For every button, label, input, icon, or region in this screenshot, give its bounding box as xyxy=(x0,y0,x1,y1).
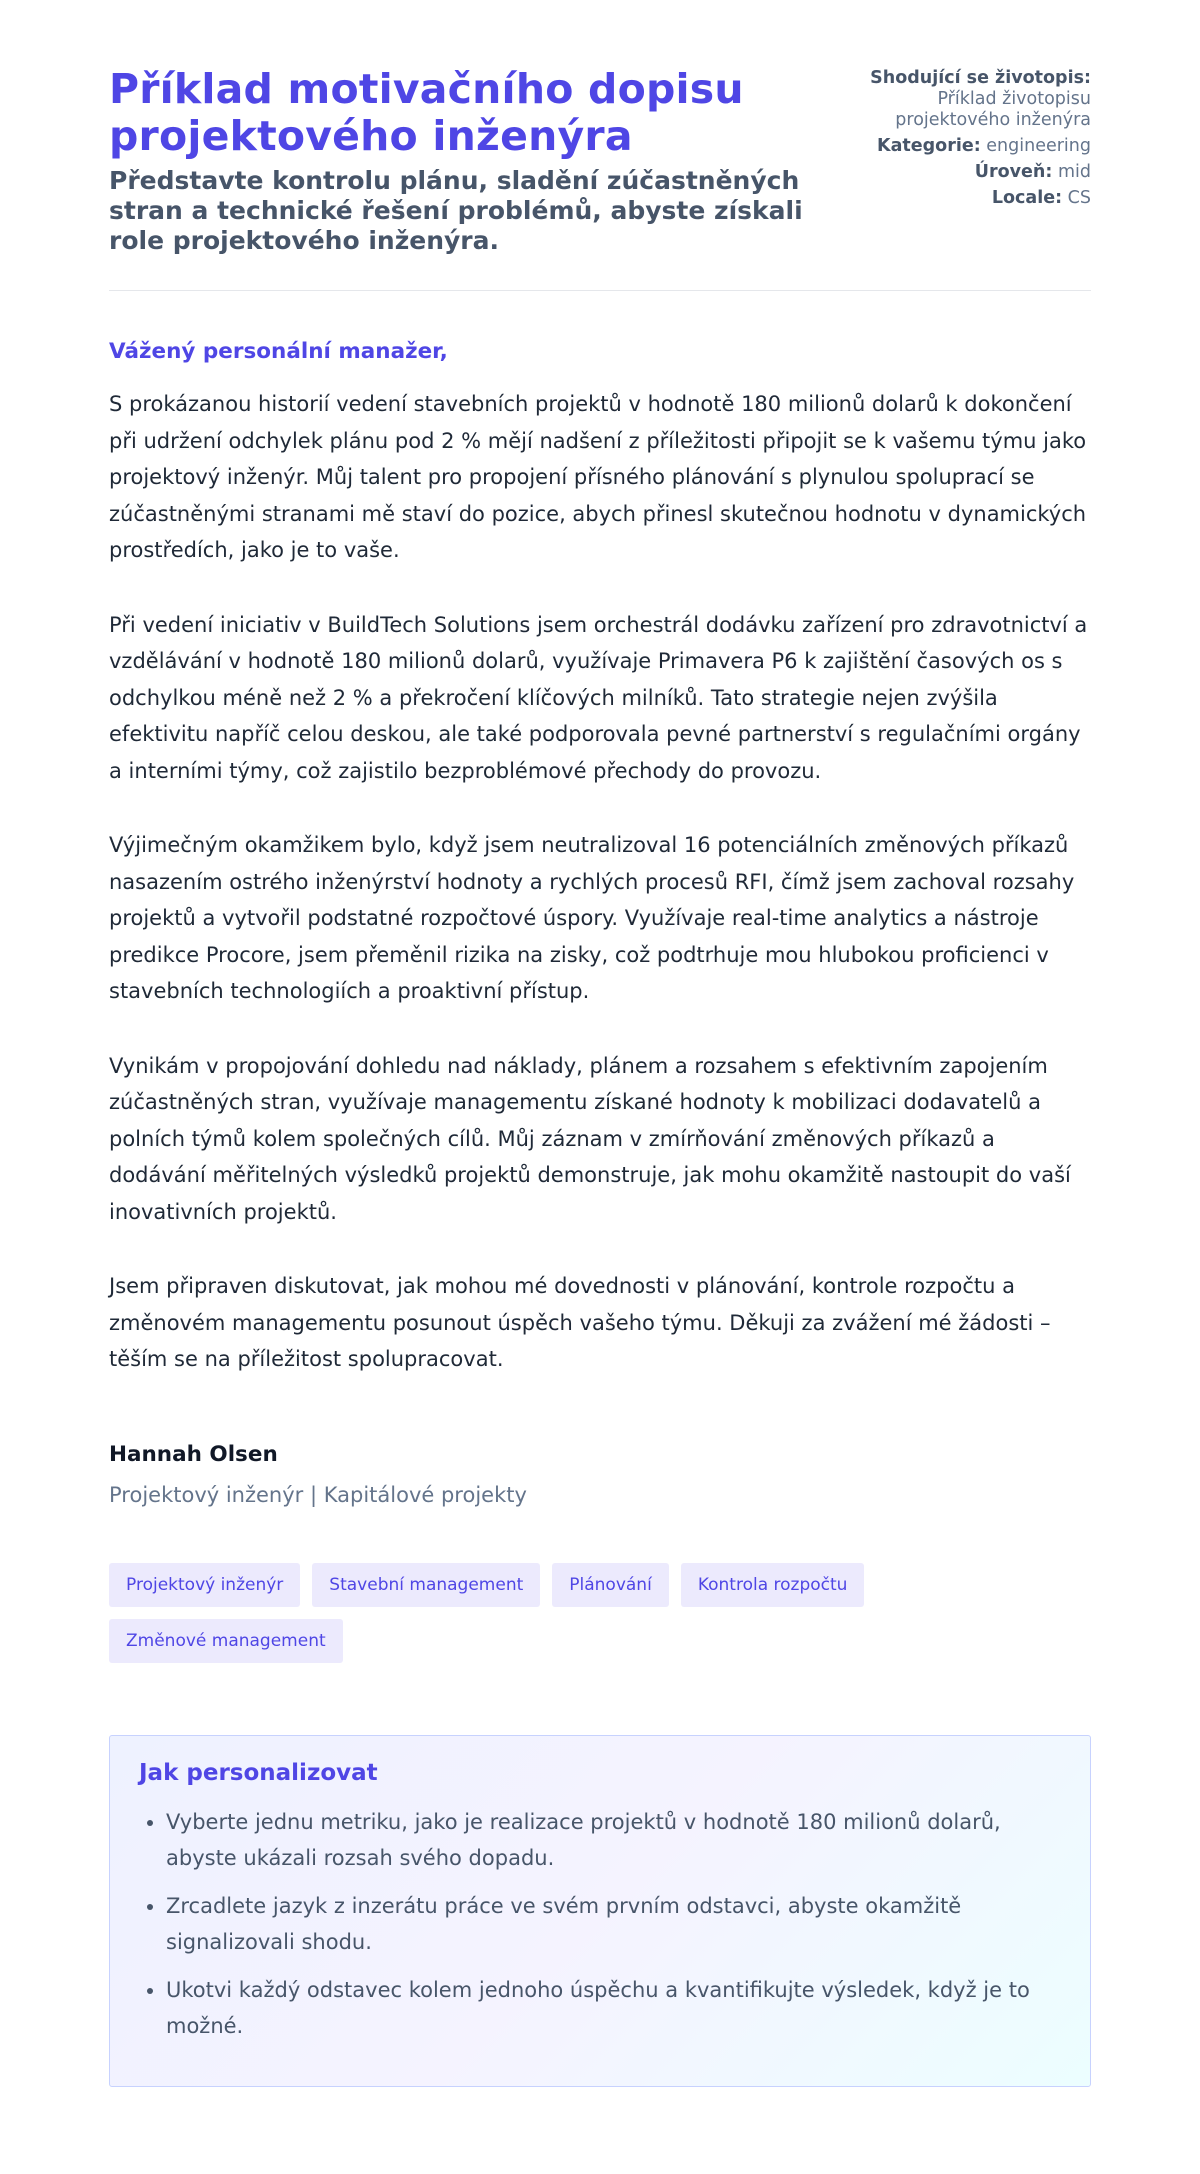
meta-locale-label: Locale: xyxy=(991,188,1063,208)
meta-resume-link[interactable]: Příklad životopisu projektového inženýra xyxy=(895,89,1091,130)
meta-level xyxy=(833,162,1091,183)
personalize-box xyxy=(109,1735,1091,2087)
meta-panel xyxy=(833,66,1091,214)
signature-role: Projektový inženýr | Kapitálové projekty xyxy=(109,1482,527,1507)
personalize-tips xyxy=(139,1804,1062,2044)
letter-salutation: Vážený personální manažer, xyxy=(109,339,448,364)
tag-item[interactable]: Změnové management xyxy=(109,1619,343,1663)
letter-body xyxy=(109,386,1091,1378)
meta-resume-label: Shodující se životopis: xyxy=(870,68,1091,88)
letter-paragraph: Jsem připraven diskutovat, jak mohou mé dovednosti v plánování, kontrole rozpočtu a změnovém managementu posunout úspěch vašeho týmu. Děkuji za zvážení mé žádosti – těším se na příležitost spolupracovat. xyxy=(109,1274,1051,1371)
meta-level-label: Úroveň: xyxy=(974,162,1053,182)
header-titles xyxy=(109,66,833,256)
personalize-tip: • Zrcadlete jazyk z inzerátu práce ve svém prvním odstavci, abyste okamžitě signalizovali shodu. xyxy=(166,1888,1062,1960)
tag-item[interactable]: Plánování xyxy=(552,1563,669,1607)
letter-paragraph: Při vedení iniciativ v BuildTech Solutions jsem orchestrál dodávku zařízení pro zdravotnictví a vzdělávání v hodnotě 180 milionů dolarů, využívaje Primavera P6 k zajištění časových os s odchylkou méně než 2 % a překročení klíčových milníků. Tato strategie nejen zvýšila efektivitu napříč celou deskou, ale také podporovala pevné partnerství s regulačními orgány a interními týmy, což zajistilo bezproblémové přechody do provozu. xyxy=(109,612,1088,783)
tag-item[interactable]: Kontrola rozpočtu xyxy=(681,1563,865,1607)
personalize-tip: • Ukotvi každý odstavec kolem jednoho úspěchu a kvantifikujte výsledek, když je to možné. xyxy=(166,1972,1062,2044)
meta-level-value: mid xyxy=(1057,162,1091,182)
letter-paragraph: Výjimečným okamžikem bylo, když jsem neutralizoval 16 potenciálních změnových příkazů nasazením ostrého inženýrství hodnoty a rychlých procesů RFI, čímž jsem zachoval rozsahy projektů a vytvořil podstatné rozpočtové úspory. Využívaje real-time analytics a nástroje predikce Procore, jsem přeměnil rizika na zisky, což podtrhuje mou hlubokou proficienci v stavebních technologiích a proaktivní přístup. xyxy=(109,833,1075,1003)
meta-category-label: Kategorie: xyxy=(877,136,981,156)
personalize-title: Jak personalizovat xyxy=(139,1759,378,1786)
letter-paragraph: Vynikám v propojování dohledu nad náklady, plánem a rozsahem s efektivním zapojením zúčastněných stran, využívaje managementu získané hodnoty k mobilizaci dodavatelů a polních týmů kolem společných cílů. Můj záznam v zmírňování změnových příkazů a dodávání měřitelných výsledků projektů demonstruje, jak mohu okamžitě nastoupit do vaší inovativních projektů. xyxy=(109,1053,1071,1224)
signature-name: Hannah Olsen xyxy=(109,1441,278,1467)
meta-locale-value: CS xyxy=(1067,188,1091,208)
page-title: Příklad motivačního dopisu projektového inženýra xyxy=(109,65,744,160)
page-header xyxy=(109,66,1091,291)
meta-category xyxy=(833,136,1091,157)
letter-paragraph: S prokázanou historií vedení stavebních projektů v hodnotě 180 milionů dolarů k dokončení při udržení odchylek plánu pod 2 % mějí nadšení z příležitosti připojit se k vašemu týmu jako projektový inženýr. Můj talent pro propojení přísného plánování s plynulou spoluprací se zúčastněnými stranami mě staví do pozice, abych přinesl skutečnou hodnotu v dynamických prostředích, jako je to vaše. xyxy=(109,392,1087,562)
tag-item[interactable]: Projektový inženýr xyxy=(109,1563,300,1607)
tag-item[interactable]: Stavební management xyxy=(312,1563,540,1607)
meta-resume xyxy=(833,68,1091,131)
meta-locale xyxy=(833,188,1091,209)
page-subtitle: Představte kontrolu plánu, sladění zúčastněných stran a technické řešení problémů, abyste získali role projektového inženýra. xyxy=(109,166,803,255)
tag-list xyxy=(109,1563,909,1663)
meta-category-value: engineering xyxy=(986,136,1091,156)
personalize-tip: • Vyberte jednu metriku, jako je realizace projektů v hodnotě 180 milionů dolarů, abyste ukázali rozsah svého dopadu. xyxy=(166,1804,1062,1876)
